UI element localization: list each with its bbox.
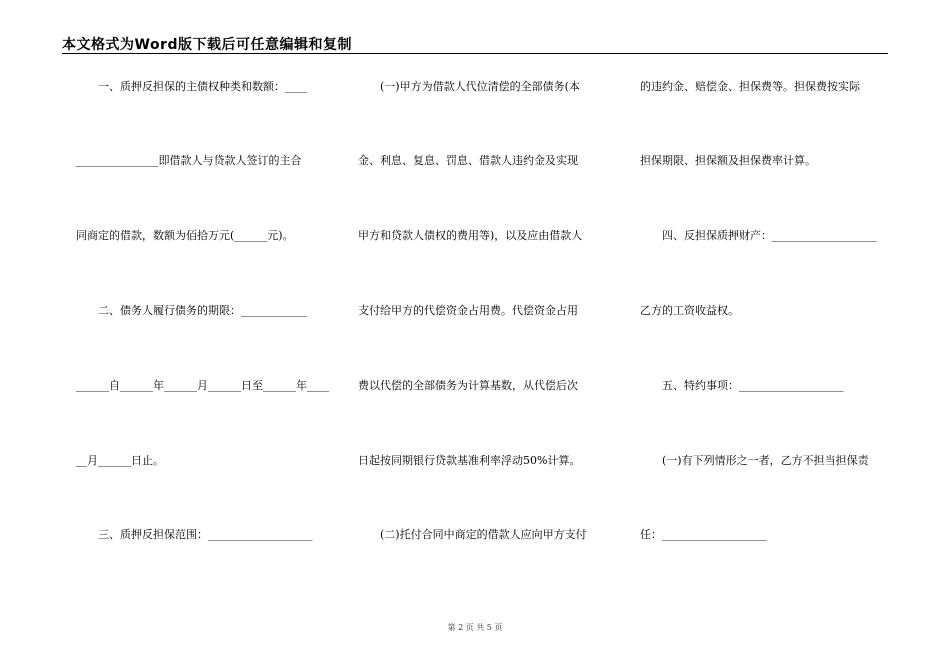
col3-line-7: 任：___________________ (640, 528, 767, 541)
col3-line-5: 五、特约事项：___________________ (640, 379, 844, 392)
col3-line-1: 的违约金、赔偿金、担保费等。担保费按实际 (640, 80, 860, 93)
col1-line-3: 同商定的借款，数额为佰拾万元(______元)。 (76, 229, 294, 242)
col2-line-5: 费以代偿的全部债务为计算基数，从代偿后次 (358, 379, 578, 392)
col3-line-6: (一)有下列情形之一者，乙方不担当担保责 (640, 454, 869, 467)
col2-line-2: 金、利息、复息、罚息、借款人违约金及实现 (358, 154, 578, 167)
col1-line-2: _______________即借款人与贷款人签订的主合 (76, 154, 302, 167)
col3-line-3: 四、反担保质押财产：___________________ (640, 229, 877, 242)
page-header-title: 本文格式为Word版下载后可任意编辑和复制 (62, 37, 352, 53)
col3-line-4: 乙方的工资收益权。 (640, 304, 739, 317)
col1-line-4: 二、债务人履行债务的期限：____________ (76, 304, 307, 317)
col1-line-1: 一、质押反担保的主债权种类和数额：____ (76, 80, 307, 93)
col3-line-2: 担保期限、担保额及担保费率计算。 (640, 154, 816, 167)
col1-line-7: 三、质押反担保范围：___________________ (76, 528, 313, 541)
col1-line-6: __月______日止。 (76, 454, 164, 467)
page-number: 第 2 页 共 5 页 (447, 623, 503, 632)
col2-line-1: (一)甲方为借款人代位清偿的全部债务(本 (358, 80, 580, 93)
col2-line-6: 日起按同期银行贷款基准利率浮动50%计算。 (358, 454, 581, 467)
col2-line-7: (二)托付合同中商定的借款人应向甲方支付 (358, 528, 587, 541)
header-divider (62, 53, 888, 54)
col1-line-5: ______自______年______月______日至______年____ (76, 379, 329, 392)
col2-line-3: 甲方和贷款人债权的费用等)，以及应由借款人 (358, 229, 583, 242)
col2-line-4: 支付给甲方的代偿资金占用费。代偿资金占用 (358, 304, 578, 317)
